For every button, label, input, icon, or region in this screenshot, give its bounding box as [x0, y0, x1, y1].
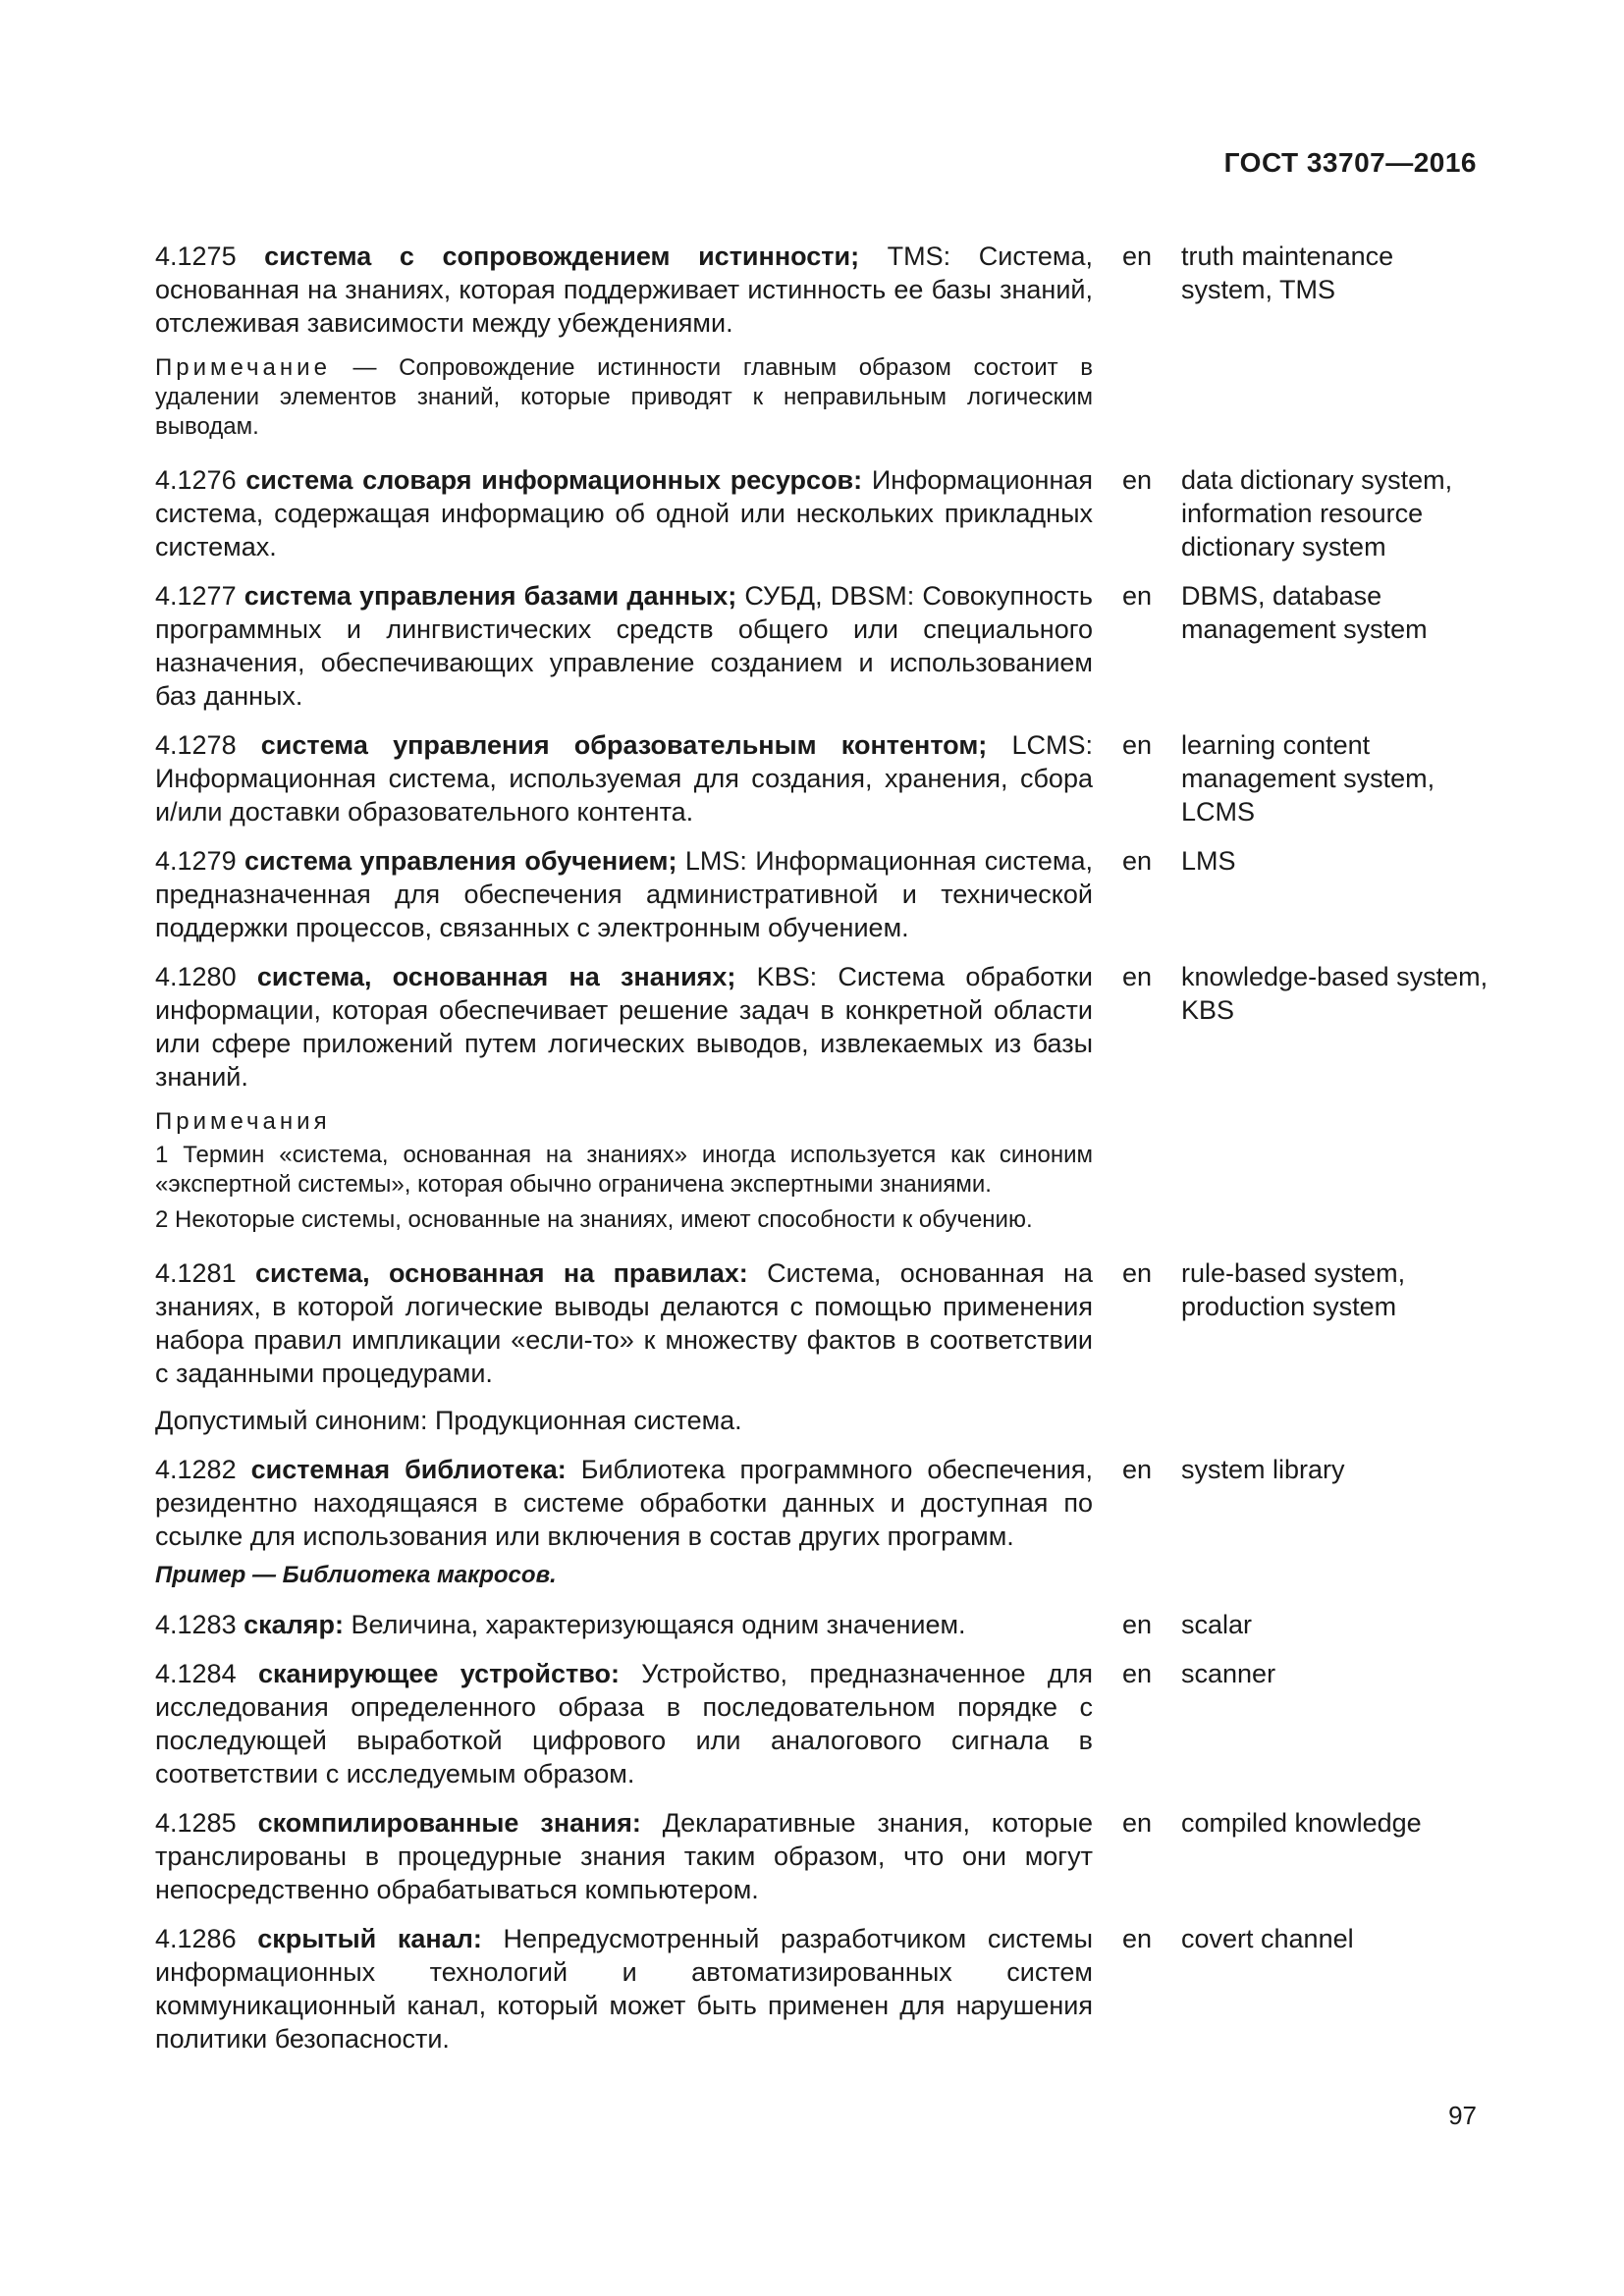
term-example: Пример — Библиотека макросов. — [155, 1562, 557, 1588]
term-definition — [155, 463, 1093, 563]
term-entry — [155, 960, 1490, 1241]
term-definition — [155, 1256, 1093, 1390]
english-term: covert channel — [1181, 1924, 1354, 1953]
term-synonym: Допустимый синоним: Продукционная система. — [155, 1406, 742, 1435]
entry-main — [155, 240, 1093, 448]
term-definition-text: Декларативные знания, которые транслированы в процедурные знания таким образом, что они могут непосредственно обрабатываться компьютером. — [155, 1808, 1093, 1904]
term-entry — [155, 1806, 1490, 1906]
english-term: scanner — [1181, 1659, 1276, 1688]
term-number: 4.1282 — [155, 1455, 237, 1484]
term-definition — [155, 728, 1093, 828]
term-definition-text: LCMS: Информационная система, используемая для создания, хранения, сбора и/или доставки образовательного контента. — [155, 730, 1093, 827]
term-entry — [155, 844, 1490, 944]
language-code: en — [1122, 1610, 1153, 1639]
language-code: en — [1122, 241, 1153, 271]
term-number: 4.1285 — [155, 1808, 237, 1838]
entry-main — [155, 1608, 1093, 1641]
term-title: сканирующее устройство: — [257, 1659, 620, 1688]
language-code: en — [1122, 962, 1153, 991]
language-code: en — [1122, 581, 1153, 611]
entry-main — [155, 1256, 1093, 1437]
term-definition-text: Информационная система, содержащая информацию об одной или нескольких прикладных системах. — [155, 465, 1093, 561]
term-definition-text: TMS: Система, основанная на знаниях, которая поддерживает истинность ее базы знаний, отслеживая зависимости между убеждениями. — [155, 241, 1093, 338]
entry-main — [155, 1922, 1093, 2056]
term-number: 4.1283 — [155, 1610, 237, 1639]
terms-list — [155, 240, 1490, 2071]
term-definition-text: KBS: Система обработки информации, которая обеспечивает решение задач в конкретной области или сфере приложений путем логических выводов, извлекаемых из базы знаний. — [155, 962, 1093, 1092]
term-definition — [155, 960, 1093, 1094]
language-code: en — [1122, 1808, 1153, 1838]
term-definition — [155, 844, 1093, 944]
term-entry — [155, 463, 1490, 563]
language-code: en — [1122, 846, 1153, 876]
term-entry — [155, 1657, 1490, 1790]
term-number: 4.1279 — [155, 846, 237, 876]
document-header: ГОСТ 33707—2016 — [1223, 147, 1477, 178]
page-number: 97 — [1448, 2101, 1477, 2130]
entry-main — [155, 844, 1093, 944]
entry-main — [155, 1453, 1093, 1553]
term-number: 4.1280 — [155, 962, 237, 991]
term-definition-text: Библиотека программного обеспечения, резидентно находящаяся в системе обработки данных и доступная по ссылке для использования или включения в состав других программ. — [155, 1455, 1093, 1551]
entry-main — [155, 728, 1093, 828]
term-number: 4.1276 — [155, 465, 237, 495]
term-number: 4.1275 — [155, 241, 237, 271]
term-title: система, основанная на правилах: — [254, 1258, 748, 1288]
term-title: система с сопровождением истинности; — [264, 241, 860, 271]
term-number: 4.1281 — [155, 1258, 237, 1288]
term-definition-text: LMS: Информационная система, предназначенная для обеспечения административной и технической поддержки процессов, связанных с электронным обучением. — [155, 846, 1093, 942]
english-term: compiled knowledge — [1181, 1808, 1422, 1838]
term-definition — [155, 1453, 1093, 1553]
term-entry — [155, 1256, 1490, 1437]
term-note: 1 Термин «система, основанная на знаниях» иногда используется как синоним «экспертной системы», которая обычно ограничена экспертными знаниями. — [155, 1142, 1093, 1198]
term-entry — [155, 1608, 1490, 1641]
term-definition-text: СУБД, DBSM: Совокупность программных и лингвистических средств общего или специального назначения, обеспечивающих управление созданием и использованием баз данных. — [155, 581, 1093, 711]
language-code: en — [1122, 465, 1153, 495]
term-title: система, основанная на знаниях; — [256, 962, 736, 991]
language-code: en — [1122, 1924, 1153, 1953]
term-entry — [155, 728, 1490, 828]
term-definition-text: Система, основанная на знаниях, в которой логические выводы делаются с помощью применения набора правил импликации «если-то» к множеству фактов в соответствии с заданными процедурами. — [155, 1258, 1093, 1388]
english-term: system library — [1181, 1455, 1345, 1484]
term-title: система управления образовательным контентом; — [260, 730, 988, 760]
term-title: скрытый канал: — [257, 1924, 482, 1953]
entry-main — [155, 579, 1093, 713]
note-label: Примечание — [155, 354, 331, 381]
term-note: 2 Некоторые системы, основанные на знаниях, имеют способности к обучению. — [155, 1206, 1033, 1233]
english-term: rule-based system, production system — [1181, 1258, 1406, 1321]
term-definition — [155, 1657, 1093, 1790]
term-entry — [155, 579, 1490, 713]
term-number: 4.1286 — [155, 1924, 237, 1953]
term-definition — [155, 1608, 1093, 1641]
term-number: 4.1284 — [155, 1659, 237, 1688]
english-term: learning content management system, LCMS — [1181, 730, 1435, 827]
term-entry — [155, 240, 1490, 448]
entry-main — [155, 463, 1093, 563]
language-code: en — [1122, 730, 1153, 760]
english-term: scalar — [1181, 1610, 1253, 1639]
term-title: система словаря информационных ресурсов: — [245, 465, 863, 495]
term-number: 4.1278 — [155, 730, 237, 760]
term-title: скомпилированные знания: — [257, 1808, 641, 1838]
entry-main — [155, 1657, 1093, 1790]
term-entry — [155, 1453, 1490, 1553]
term-definition-text: Непредусмотренный разработчиком системы информационных технологий и автоматизированных систем коммуникационный канал, который может быть применен для нарушения политики безопасности. — [155, 1924, 1093, 2054]
term-entry — [155, 1922, 1490, 2056]
term-note — [155, 353, 1093, 442]
notes-label: Примечания — [155, 1108, 331, 1135]
term-definition — [155, 1806, 1093, 1906]
language-code: en — [1122, 1258, 1153, 1288]
entry-main — [155, 1806, 1093, 1906]
term-number: 4.1277 — [155, 581, 237, 611]
term-definition — [155, 579, 1093, 713]
term-definition — [155, 1922, 1093, 2056]
term-title: системная библиотека: — [250, 1455, 567, 1484]
language-code: en — [1122, 1659, 1153, 1688]
term-title: система управления обучением; — [244, 846, 677, 876]
english-term: knowledge-based system, KBS — [1181, 962, 1489, 1025]
term-title: система управления базами данных; — [244, 581, 737, 611]
english-term: DBMS, database management system — [1181, 581, 1428, 644]
language-code: en — [1122, 1455, 1153, 1484]
term-title: скаляр: — [244, 1610, 345, 1639]
term-definition-text: Величина, характеризующаяся одним значением. — [344, 1610, 966, 1639]
english-term: data dictionary system, information resource dictionary system — [1181, 465, 1453, 561]
term-definition-text: Устройство, предназначенное для исследования определенного образа в последовательном порядке с последующей выработкой цифрового или аналогового сигнала в соответствии с исследуемым образом. — [155, 1659, 1093, 1789]
note-text: — Сопровождение истинности главным образом состоит в удалении элементов знаний, которые приводят к неправильным логическим выводам. — [155, 354, 1093, 440]
term-definition — [155, 240, 1093, 340]
entry-main — [155, 960, 1093, 1241]
english-term: truth maintenance system, TMS — [1181, 241, 1394, 304]
english-term: LMS — [1181, 846, 1236, 876]
